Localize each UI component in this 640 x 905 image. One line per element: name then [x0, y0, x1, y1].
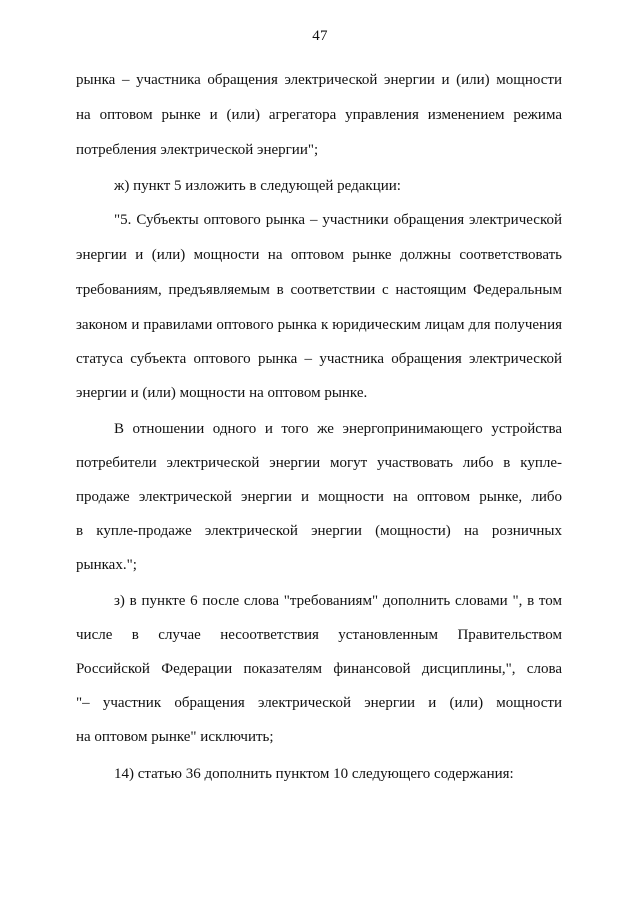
text-line: потребления электрической энергии";: [76, 142, 319, 158]
text-line: законом и правилами оптового рынка к юридическим лицам для получения: [76, 317, 562, 333]
text-line: на оптовом рынке и (или) агрегатора управления изменением режима: [76, 107, 562, 123]
text-line: "– участник обращения электрической энергии и (или) мощности: [76, 695, 562, 711]
text-line: В отношении одного и того же энергопринимающего устройства: [114, 421, 562, 437]
page-number: 47: [312, 28, 328, 44]
text-line: ж) пункт 5 изложить в следующей редакции:: [114, 178, 401, 194]
text-line: энергии и (или) мощности на оптовом рынке должны соответствовать: [76, 247, 562, 263]
text-line: на оптовом рынке" исключить;: [76, 729, 274, 745]
text-line: потребители электрической энергии могут участвовать либо в купле-: [76, 455, 562, 471]
text-line: з) в пункте 6 после слова "требованиям" дополнить словами ", в том: [114, 593, 562, 609]
text-line: требованиям, предъявляемым в соответствии с настоящим Федеральным: [76, 282, 562, 298]
text-line: рынка – участника обращения электрической энергии и (или) мощности: [76, 72, 562, 88]
text-line: продаже электрической энергии и мощности на оптовом рынке, либо: [76, 489, 562, 505]
text-line: энергии и (или) мощности на оптовом рынке.: [76, 385, 368, 401]
text-line: числе в случае несоответствия установленным Правительством: [76, 627, 562, 643]
text-line: статуса субъекта оптового рынка – участника обращения электрической: [76, 351, 562, 367]
text-line: рынках.";: [76, 557, 137, 573]
text-line: в купле-продаже электрической энергии (мощности) на розничных: [76, 523, 562, 539]
text-line: "5. Субъекты оптового рынка – участники обращения электрической: [114, 212, 562, 228]
text-line: 14) статью 36 дополнить пунктом 10 следующего содержания:: [114, 766, 514, 782]
text-line: Российской Федерации показателям финансовой дисциплины,", слова: [76, 661, 562, 677]
